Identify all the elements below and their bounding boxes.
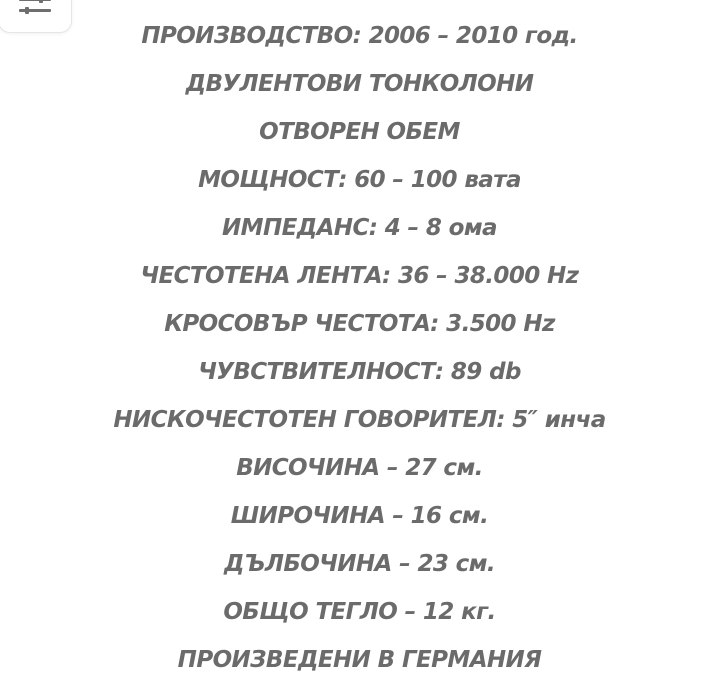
spec-frequency-range: ЧЕСТОТЕНА ЛЕНТА: 36 – 38.000 Hz [140,263,579,289]
spec-width: ШИРОЧИНА – 16 см. [230,503,489,529]
spec-height: ВИСОЧИНА – 27 см. [236,455,483,481]
spec-depth: ДЪЛБОЧИНА – 23 см. [223,551,496,577]
spec-crossover-frequency: КРОСОВЪР ЧЕСТОТА: 3.500 Hz [164,311,555,337]
spec-impedance: ИМПЕДАНС: 4 – 8 ома [222,215,497,241]
spec-open-enclosure: ОТВОРЕН ОБЕМ [259,119,460,145]
spec-total-weight: ОБЩО ТЕГЛО – 12 кг. [223,599,496,625]
spec-production-years: ПРОИЗВОДСТВО: 2006 – 2010 год. [141,23,578,49]
spec-woofer-size: НИСКОЧЕСТОТЕН ГОВОРИТЕЛ: 5″ инча [113,407,606,433]
spec-two-way-speakers: ДВУЛЕНТОВИ ТОНКОЛОНИ [185,71,534,97]
spec-made-in-germany: ПРОИЗВЕДЕНИ В ГЕРМАНИЯ [177,647,542,673]
product-specs-list [0,12,719,684]
spec-sensitivity: ЧУВСТВИТЕЛНОСТ: 89 db [198,359,521,385]
spec-power: МОЩНОСТ: 60 – 100 вата [198,167,521,193]
